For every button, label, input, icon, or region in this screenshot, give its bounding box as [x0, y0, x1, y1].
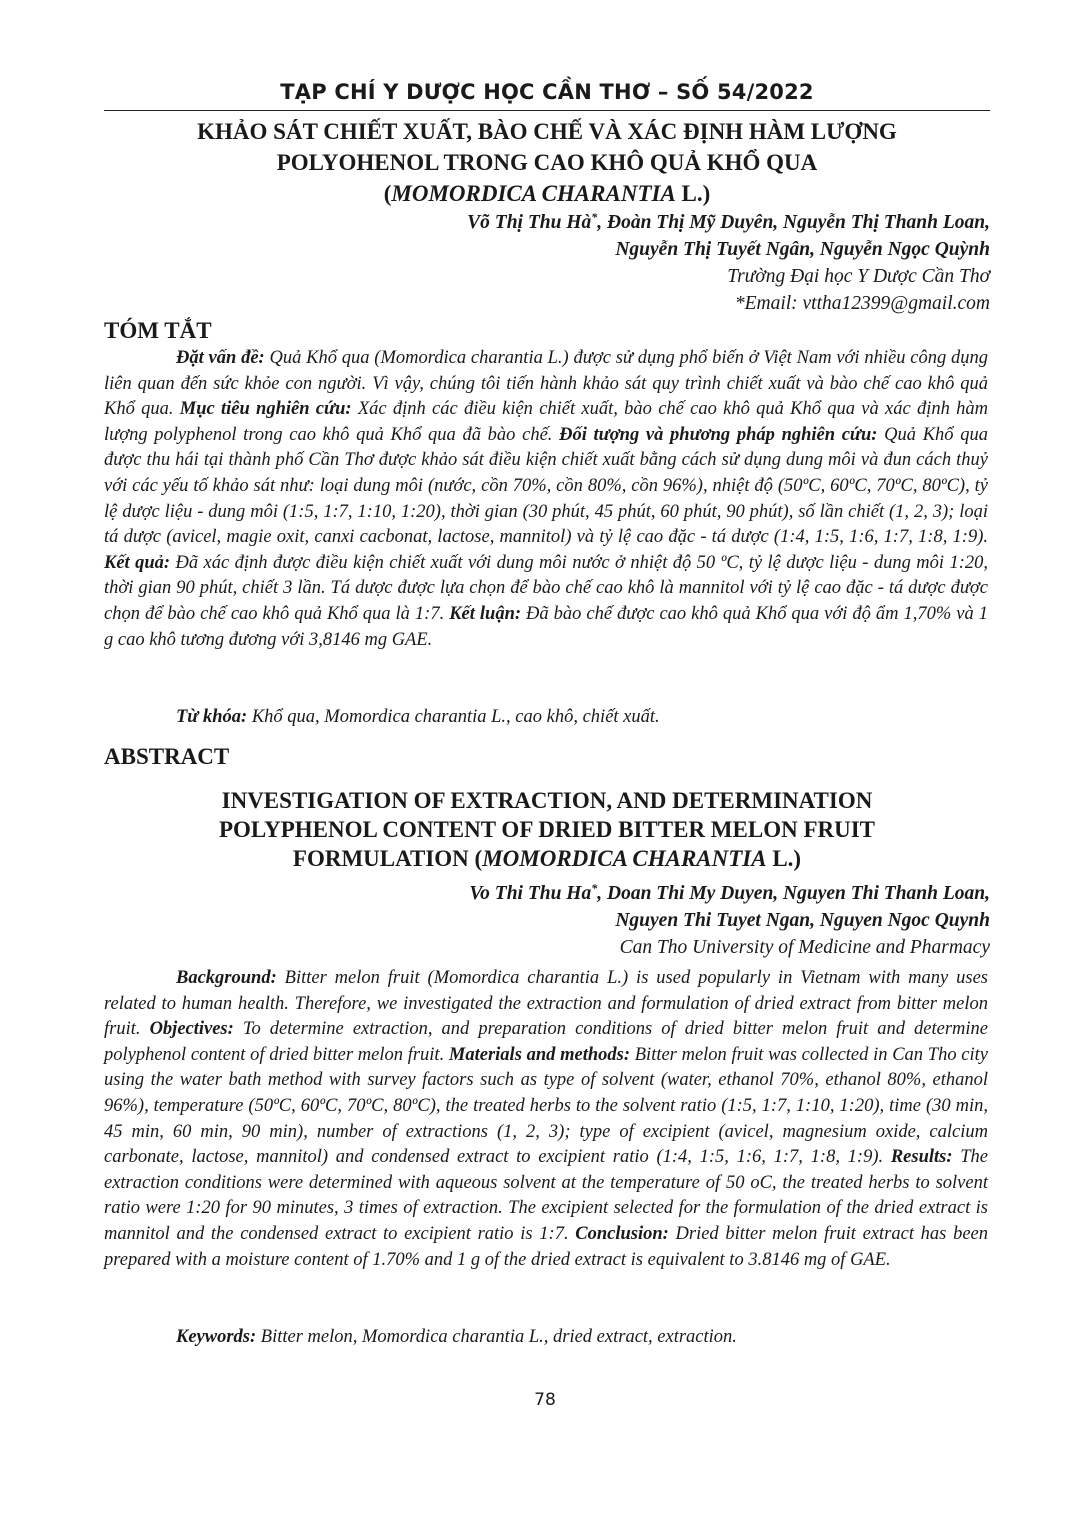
- en-author-line-1: [190, 880, 990, 907]
- vi-results-text: Đã xác định được điều kiện chiết xuất với dung môi nước ở nhiệt độ 50 ºC, tỷ lệ dược liệu - dung môi 1:20, thời gian 90 phút, chiết 3 lần. Tá dược được lựa chọn để bào chế cao khô là mannitol với tỷ lệ cao đặc - tá dược được chọn để bào chế cao khô quả Khổ qua là 1:7.: [104, 552, 989, 624]
- en-keywords-text: Bitter melon, Momordica charantia L., dried extract, extraction.: [256, 1327, 737, 1347]
- vi-authors: [190, 209, 990, 263]
- en-conclusion-text: Dried bitter melon fruit extract has been prepared with a moisture content of 1.70% and 1 g of the dried extract is equivalent to 3.8146 mg of GAE.: [104, 1223, 988, 1270]
- en-author-line-2: Nguyen Thi Tuyet Ngan, Nguyen Ngoc Quynh: [615, 910, 990, 931]
- vi-title-line-2: POLYOHENOL TRONG CAO KHÔ QUẢ KHỔ QUA: [276, 150, 818, 175]
- page-number: 78: [534, 1390, 556, 1410]
- vi-title-open: (: [383, 181, 392, 206]
- vi-conclusion-text: Đã bào chế được cao khô quả Khổ qua với độ ẩm 1,70% và 1 g cao khô tương đương với 3,8146 mg GAE.: [104, 603, 988, 650]
- en-methods-label: Materials and methods:: [448, 1044, 631, 1065]
- vi-keywords-text: Khổ qua, Momordica charantia L., cao khô, chiết xuất.: [247, 707, 660, 727]
- en-methods-text: Bitter melon fruit was collected in Can Tho city using the water bath method with survey factors such as type of solvent (water, ethanol 70%, ethanol 80%, ethanol 96%), temperature (50ºC, 60ºC, 70ºC, 80ºC), the treated herbs to the solvent ratio (1:5, 1:7, 1:10, 1:20), time (30 min, 45 min, 60 min, 90 min), number of extractions (1, 2, 3); type of excipient (avicel, magnesium oxide, calcium carbonate, lactose, mannitol) and condensed extract to excipient ratio (1:4, 1:5, 1:6, 1:7, 1:8, 1:9).: [104, 1044, 988, 1168]
- en-title-line-1: INVESTIGATION OF EXTRACTION, AND DETERMINATION: [221, 788, 873, 813]
- en-title-line-2: POLYPHENOL CONTENT OF DRIED BITTER MELON FRUIT: [218, 817, 876, 842]
- vi-bg-label: Đặt vấn đề:: [176, 348, 265, 368]
- en-section-heading: ABSTRACT: [104, 744, 230, 769]
- vi-section-heading: TÓM TẮT: [104, 318, 212, 343]
- vi-author-rest: , Đoàn Thị Mỹ Duyên, Nguyễn Thị Thanh Loan,: [597, 212, 990, 233]
- vi-title-species: MOMORDICA CHARANTIA: [391, 181, 676, 206]
- vi-email[interactable]: *Email: vttha12399@gmail.com: [734, 293, 990, 314]
- en-title-close: L.): [766, 846, 802, 871]
- en-title-open: FORMULATION (: [292, 846, 483, 871]
- vi-title-line-3: [104, 178, 990, 209]
- vi-title-line-1: KHẢO SÁT CHIẾT XUẤT, BÀO CHẾ VÀ XÁC ĐỊNH HÀM LƯỢNG: [197, 119, 897, 144]
- en-authors: [190, 880, 990, 934]
- vi-affiliation: Trường Đại học Y Dược Cần Thơ: [727, 266, 990, 287]
- en-abstract: [104, 966, 988, 1273]
- en-bg-text: Bitter melon fruit (Momordica charantia L.) is used popularly in Vietnam with many uses related to human health. Therefore, we investigated the extraction and formulation of dried extract from bitter melon fruit.: [104, 968, 988, 1040]
- vi-bg-text: Quả Khổ qua (Momordica charantia L.) được sử dụng phổ biến ở Việt Nam với nhiều công dụng liên quan đến sức khỏe con người. Vì vậy, chúng tôi tiến hành khảo sát quy trình chiết xuất và bào chế cao khô quả Khổ qua.: [104, 348, 988, 420]
- vi-results-label: Kết quả:: [104, 552, 171, 573]
- en-author-rest: , Doan Thi My Duyen, Nguyen Thi Thanh Loan,: [597, 883, 990, 904]
- en-bg-label: Background:: [176, 968, 277, 988]
- vi-keywords-label: Từ khóa:: [176, 707, 248, 727]
- journal-header: TẠP CHÍ Y DƯỢC HỌC CẦN THƠ – SỐ 54/2022: [280, 80, 814, 104]
- vi-title: [104, 116, 990, 209]
- vi-title-close: L.): [675, 181, 711, 206]
- vi-affiliation-block: [190, 263, 990, 317]
- vi-abstract: [104, 346, 988, 653]
- vi-methods-text: Quả Khổ qua được thu hái tại thành phố Cần Thơ được khảo sát điều kiện chiết xuất bằng cách sử dụng dung môi và đun cách thuỷ với các yếu tố khảo sát như: loại dung môi (nước, cồn 70%, cồn 80%, cồn 96%), nhiệt độ (50ºC, 60ºC, 70ºC, 80ºC), tỷ lệ dược liệu - dung môi (1:5, 1:7, 1:10, 1:20), thời gian (30 phút, 45 phút, 60 phút, 90 phút), số lần chiết (1, 2, 3); loại tá dược (avicel, magie oxit, canxi cacbonat, lactose, mannitol) và tỷ lệ cao đặc - tá dược (1:4, 1:5, 1:6, 1:7, 1:8, 1:9).: [104, 424, 988, 548]
- en-conclusion-label: Conclusion:: [575, 1223, 669, 1244]
- en-obj-label: Objectives:: [149, 1019, 234, 1040]
- en-results-label: Results:: [890, 1147, 953, 1168]
- vi-author-line-2: Nguyễn Thị Tuyết Ngân, Nguyễn Ngọc Quỳnh: [615, 239, 990, 260]
- vi-keywords: [104, 705, 988, 731]
- en-author-mark: *: [591, 881, 598, 895]
- en-title-line-3: [104, 844, 990, 873]
- en-keywords-label: Keywords:: [176, 1327, 257, 1347]
- vi-obj-label: Mục tiêu nghiên cứu:: [179, 399, 352, 420]
- en-title: [104, 786, 990, 873]
- en-affiliation: Can Tho University of Medicine and Pharmacy: [619, 937, 990, 958]
- en-affiliation-block: [190, 934, 990, 961]
- vi-author-mark: *: [591, 210, 598, 224]
- vi-author-line-1: [190, 209, 990, 236]
- vi-obj-text: Xác định các điều kiện chiết xuất, bào chế cao khô quả Khổ qua và xác định hàm lượng polyphenol trong cao khô quả Khổ qua đã bào chế.: [104, 399, 989, 445]
- en-keywords: [104, 1325, 988, 1351]
- en-author-first: Vo Thi Thu Ha: [469, 883, 592, 904]
- vi-conclusion-label: Kết luận:: [449, 603, 522, 624]
- en-title-species: MOMORDICA CHARANTIA: [482, 846, 767, 871]
- vi-author-first: Võ Thị Thu Hà: [467, 212, 592, 233]
- en-obj-text: To determine extraction, and preparation conditions of dried bitter melon fruit and determine polyphenol content of dried bitter melon fruit.: [104, 1019, 988, 1065]
- en-results-text: The extraction conditions were determined with aqueous solvent at the temperature of 50 oC, the treated herbs to solvent ratio were 1:20 for 90 minutes, 3 times of extraction. The excipient selected for the formulation of the dried extract is mannitol and the condensed extract to excipient ratio is 1:7.: [104, 1147, 989, 1244]
- vi-methods-label: Đối tượng và phương pháp nghiên cứu:: [559, 424, 878, 445]
- header-rule: [104, 110, 990, 111]
